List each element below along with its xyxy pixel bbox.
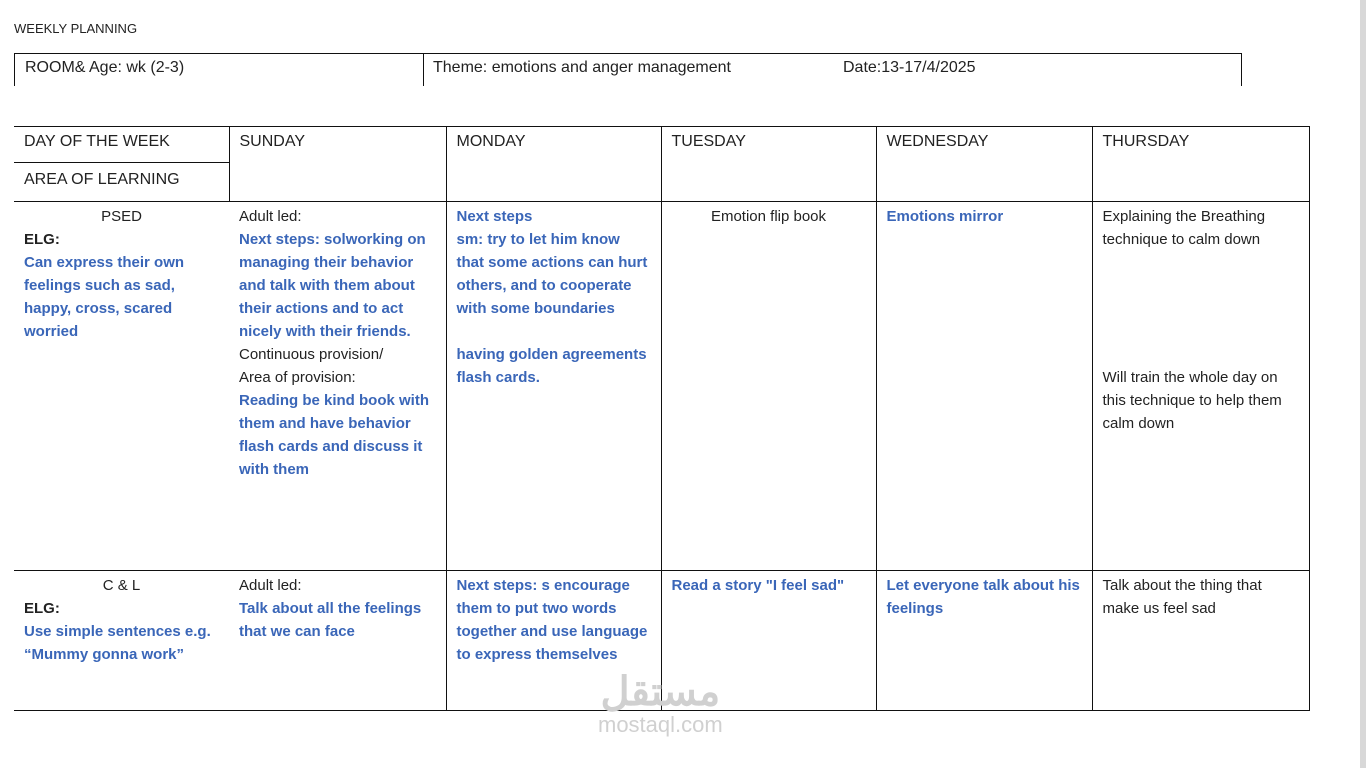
area-of-learning-label: AREA OF LEARNING: [24, 171, 180, 188]
table-row: [14, 202, 1309, 571]
room-age: ROOM& Age: wk (2-3): [25, 59, 185, 76]
wednesday-cell: Let everyone talk about his feelings: [876, 571, 1092, 711]
header-thursday: THURSDAY: [1092, 127, 1309, 202]
day-of-week-label: DAY OF THE WEEK: [14, 127, 229, 163]
area-cell: [14, 571, 229, 711]
training-note: Will train the whole day on this technique to help them calm down: [1102, 369, 1282, 432]
elg-goal: Can express their own feelings such as sad, happy, cross, scared worried: [24, 254, 185, 340]
divider: [423, 54, 424, 86]
sunday-activity: Talk about all the feelings that we can face: [239, 600, 422, 640]
info-box: [14, 53, 1242, 86]
tuesday-cell: Read a story "I feel sad": [661, 571, 876, 711]
thursday-cell: [1092, 202, 1309, 571]
next-steps-detail: sm: try to let him know that some actions can hurt others, and to cooperate with some boundaries: [456, 231, 648, 317]
area-cell: [14, 202, 229, 571]
elg-label: ELG:: [24, 600, 60, 617]
header-first-cell: [14, 127, 229, 202]
area-of-provision: Area of provision:: [239, 369, 356, 386]
sunday-cell: [229, 571, 446, 711]
header-sunday: SUNDAY: [229, 127, 446, 202]
adult-led-label: Adult led:: [239, 577, 302, 594]
flash-cards: having golden agreements flash cards.: [456, 346, 647, 386]
next-steps: Next steps: [456, 208, 533, 225]
watermark-logo: [598, 672, 723, 738]
next-steps: Next steps: solworking on managing their behavior and talk with them about their actions and to act nicely with their friends.: [239, 231, 426, 340]
adult-led-label: Adult led:: [239, 208, 302, 225]
scrollbar[interactable]: [1360, 0, 1366, 768]
watermark-arabic: مستقل: [600, 670, 721, 714]
date: Date:13-17/4/2025: [843, 59, 976, 76]
sunday-cell: [229, 202, 446, 571]
theme: Theme: emotions and anger management: [433, 59, 731, 76]
wednesday-cell: Emotions mirror: [876, 202, 1092, 571]
thursday-cell: Talk about the thing that make us feel sad: [1092, 571, 1309, 711]
header-row: [14, 127, 1309, 202]
elg-label: ELG:: [24, 231, 60, 248]
header-tuesday: TUESDAY: [661, 127, 876, 202]
watermark-latin: mostaql.com: [598, 712, 723, 737]
area-name: C & L: [102, 577, 141, 594]
continuous-provision: Continuous provision/: [239, 346, 384, 363]
document-title: WEEKLY PLANNING: [14, 21, 138, 36]
breathing-technique: Explaining the Breathing technique to calm down: [1102, 208, 1266, 248]
elg-goal: Use simple sentences e.g. “Mummy gonna work”: [24, 623, 211, 663]
reading-activity: Reading be kind book with them and have behavior flash cards and discuss it with them: [239, 392, 430, 478]
monday-cell: Next steps: s encourage them to put two words together and use language to express themselves: [446, 571, 661, 711]
header-wednesday: WEDNESDAY: [876, 127, 1092, 202]
area-name: PSED: [101, 208, 142, 225]
planning-table: [14, 126, 1310, 714]
tuesday-cell: Emotion flip book: [661, 202, 876, 571]
header-monday: MONDAY: [446, 127, 661, 202]
monday-cell: [446, 202, 661, 571]
